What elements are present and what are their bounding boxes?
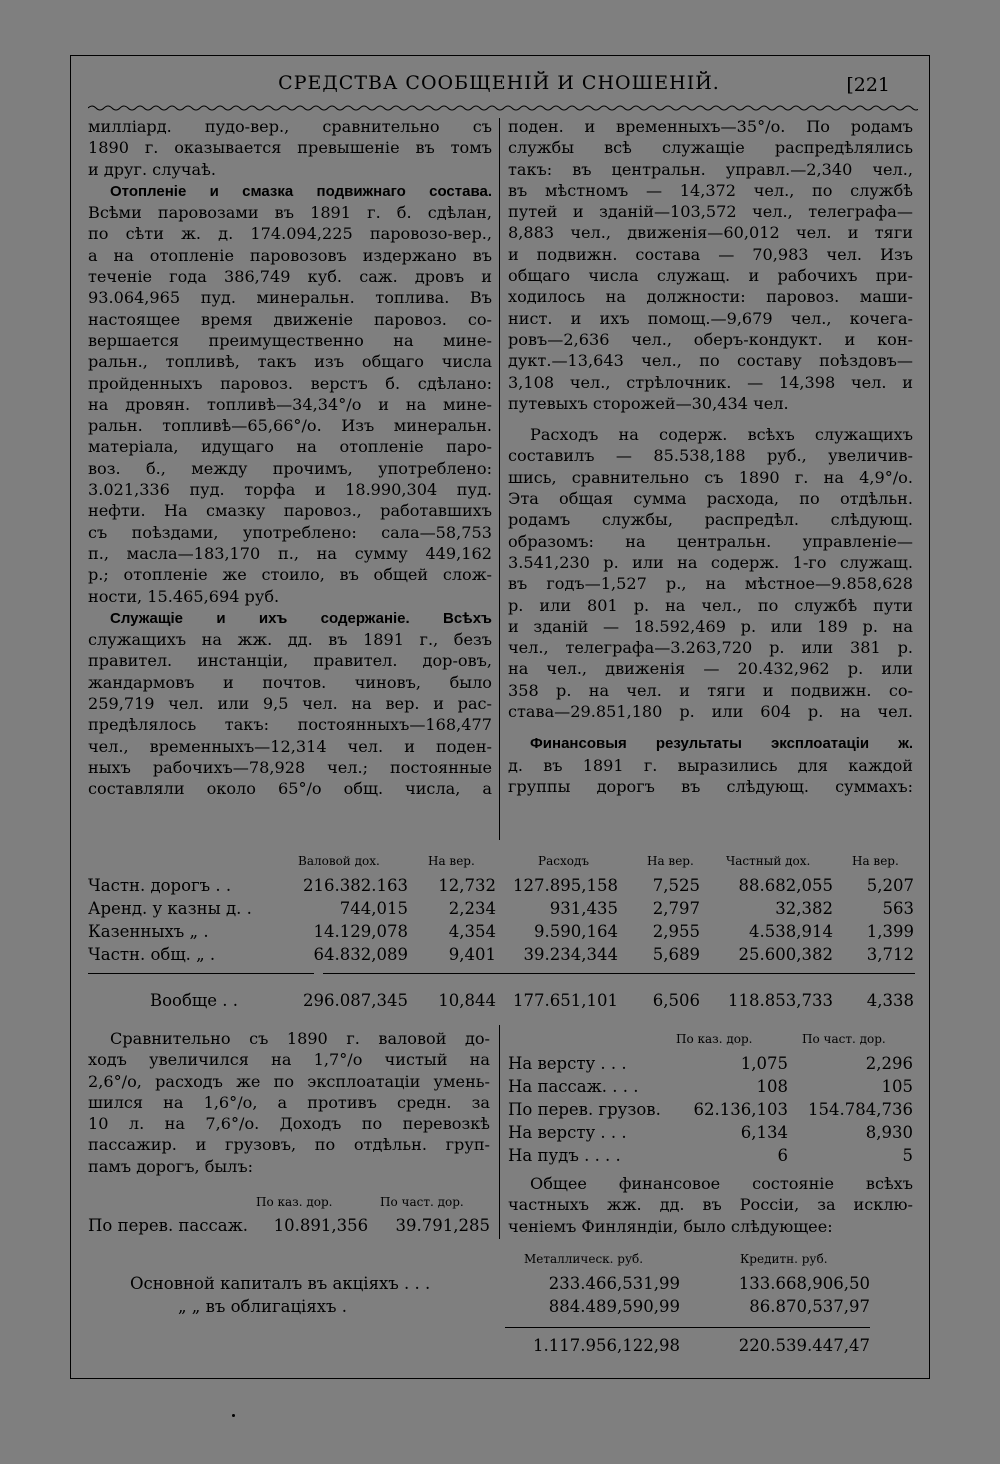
row-label: На пассаж. . . . (508, 1077, 639, 1096)
fin-header: На вер. (428, 854, 475, 868)
text-line: Сравнительно съ 1890 г. валовой до- (110, 1029, 490, 1048)
text-line: Общее финансовое состояніе всѣхъ (530, 1174, 913, 1193)
fin-header: Валовой дох. (298, 854, 380, 868)
page-number: [221 (846, 74, 890, 96)
text-line: родамъ службы, распредѣл. слѣдующ. (508, 510, 913, 530)
table-cell: 563 (882, 899, 914, 918)
text-line: Расходъ на содерж. всѣхъ служащихъ (530, 425, 913, 445)
table-rule (505, 1327, 870, 1328)
row-label: По перев. пассаж. (88, 1216, 249, 1235)
table-cell: 5 (902, 1146, 913, 1165)
table-cell: 88.682,055 (738, 876, 833, 895)
table-cell: 14.129,078 (313, 922, 408, 941)
table-cell: 118.853,733 (728, 991, 833, 1010)
table-cell: 133.668,906,50 (738, 1274, 870, 1293)
table-cell: 108 (756, 1077, 788, 1096)
text-line: Всѣми паровозами въ 1891 г. б. сдѣлан, (88, 203, 492, 223)
text-line: ральн. топливѣ—65,66°/о. Изъ минеральн. (88, 416, 492, 436)
table-row (508, 1075, 913, 1098)
row-label: Вообще . . (150, 991, 239, 1010)
table-row (508, 1052, 913, 1075)
text-line: матеріала, идущаго на отопленіе паро- (88, 437, 492, 457)
table-cell: 2,797 (652, 899, 700, 918)
table-cell: 884.489,590,99 (548, 1297, 680, 1316)
table-row (88, 1214, 490, 1237)
text-line: 3.541,230 р. или на содерж. 1-го служащ. (508, 552, 913, 572)
capital-header: Кредитн. руб. (740, 1252, 828, 1266)
text-line: въ мѣстномъ — 14,372 чел., по службѣ (508, 180, 913, 200)
text-line: теченіе года 386,749 куб. саж. дровъ и (88, 267, 492, 287)
table-cell: 39.791,285 (395, 1216, 490, 1235)
capital-total (500, 1334, 870, 1357)
table-cell: 1.117.956,122,98 (533, 1336, 680, 1355)
text-line: на чел., движенія — 20.432,962 р. или (508, 659, 913, 679)
table-row (508, 1121, 913, 1144)
text-line: пассажир. и грузовъ, по отдѣльн. груп- (88, 1135, 490, 1155)
table-row (88, 989, 914, 1012)
row-label: Аренд. у казны д. . (88, 899, 252, 918)
pass-header: По част. дор. (380, 1195, 464, 1209)
table-cell: 931,435 (549, 899, 618, 918)
table-row (130, 1295, 870, 1318)
table-cell: 86.870,537,97 (749, 1297, 870, 1316)
text-line: милліард. пудо-вер., сравнительно съ (88, 117, 492, 136)
column-divider (499, 118, 500, 840)
text-line: ныхъ рабочихъ—78,928 чел.; постоянные (88, 757, 492, 777)
text-line: на дровян. топливѣ—34,34°/о и на мине- (88, 394, 492, 414)
table-cell: 6,506 (652, 991, 700, 1010)
row-label: На пудъ . . . . (508, 1146, 621, 1165)
table-cell: 127.895,158 (513, 876, 618, 895)
table-row (508, 1098, 913, 1121)
text-line: образомъ: на центральн. управленіе— (508, 531, 913, 551)
table-cell: 2,296 (865, 1054, 913, 1073)
text-line: ходъ увеличился на 1,7°/о чистый на (88, 1050, 490, 1070)
text-line: частныхъ жж. дд. въ Россіи, за исклю- (508, 1195, 913, 1215)
text-line: ченіемъ Финляндіи, было слѣдующее: (508, 1216, 833, 1236)
table-cell: 154.784,736 (808, 1100, 913, 1119)
table-cell: 744,015 (339, 899, 408, 918)
capital-header: Металлическ. руб. (524, 1252, 644, 1266)
text-line: Эта общая сумма расхода, по отдѣльн. (508, 489, 913, 509)
table-cell: 4.538,914 (749, 922, 833, 941)
text-line: а на отопленіе паровозовъ издержано въ (88, 245, 492, 265)
text-line: группы дорогъ въ слѣдующ. суммахъ: (508, 776, 913, 796)
text-line: 259,719 чел. или 9,5 чел. на вер. и рас- (88, 694, 492, 714)
text-line: 3.021,336 пуд. торфа и 18.990,304 пуд. (88, 480, 492, 500)
text-line: чел., временныхъ—12,314 чел. и поден- (88, 736, 492, 756)
text-line: жандармовъ и почтов. чиновъ, было (88, 672, 492, 692)
text-line: 1890 г. оказывается превышеніе въ томъ (88, 138, 492, 158)
left-column (88, 116, 492, 800)
row-label: Казенныхъ „ . (88, 922, 209, 941)
text-line: служащихъ на жж. дд. въ 1891 г., безъ (88, 630, 492, 650)
table-row (88, 897, 914, 920)
table-cell: 5,207 (866, 876, 914, 895)
passenger-table (88, 1214, 490, 1237)
table-cell: 39.234,344 (523, 945, 618, 964)
text-line: съ поѣздами, употреблено: сала—58,753 (88, 522, 492, 542)
table-cell: 4,354 (448, 922, 496, 941)
row-label: На версту . . . (508, 1123, 627, 1142)
table-row (130, 1272, 870, 1295)
table-cell: 2,234 (448, 899, 496, 918)
text-line: чел., телеграфа—3.263,720 р. или 381 р. (508, 638, 913, 658)
table-cell: 9,401 (448, 945, 496, 964)
text-line: службы всѣ служащіе распредѣлялись (508, 138, 913, 158)
text-line: ности, 15.465,694 руб. (88, 586, 280, 606)
text-line: настоящее время движеніе паровоз. со- (88, 309, 492, 329)
text-line: нист. и ихъ помощ.—9,679 чел., кочега- (508, 308, 913, 328)
text-line: и подвижн. состава — 70,983 чел. Изъ (508, 244, 913, 264)
row-label: Основной капиталъ въ акціяхъ . . . (130, 1274, 431, 1293)
text-line: 93.064,965 пуд. минеральн. топлива. Въ (88, 288, 492, 308)
row-label: По перев. грузов. (508, 1100, 661, 1119)
text-line: р.; отопленіе же стоило, въ общей слож- (88, 565, 492, 585)
fin-header: Частный дох. (726, 854, 811, 868)
section-heading-line: Отопленіе и смазка подвижнаго состава. (110, 182, 492, 200)
table-cell: 4,338 (866, 991, 914, 1010)
table-cell: 8,930 (865, 1123, 913, 1142)
table-cell: 2,955 (652, 922, 700, 941)
section-heading-line: Служащіе и ихъ содержаніе. Всѣхъ (110, 609, 492, 627)
text-line: составляли около 65°/о общ. числа, а (88, 779, 492, 799)
fin-header: На вер. (852, 854, 899, 868)
page-title: СРЕДСТВА СООБЩЕНІЙ И СНОШЕНІЙ. (278, 72, 720, 94)
text-line: и друг. случаѣ. (88, 159, 216, 179)
table-cell: 1,399 (866, 922, 914, 941)
text-line: дукт.—13,643 чел., по составу поѣздовъ— (508, 351, 913, 371)
row-label: Частн. дорогъ . . (88, 876, 232, 895)
table-row (500, 1334, 870, 1357)
text-line: такъ: въ центральн. управл.—2,340 чел., (508, 159, 913, 179)
per-unit-table (508, 1052, 913, 1167)
text-line: нефти. На смазку паровоз., работавшихъ (88, 501, 492, 521)
table-row (508, 1144, 913, 1167)
table-cell: 62.136,103 (693, 1100, 788, 1119)
table-cell: 10.891,356 (273, 1216, 369, 1235)
text-line: д. въ 1891 г. выразились для каждой (508, 755, 913, 775)
table-cell: 12,732 (438, 876, 496, 895)
text-line: 8,883 чел., движенія—60,012 чел. и тяги (508, 223, 913, 243)
text-line: путей и зданій—103,572 чел., телеграфа— (508, 202, 913, 222)
right-header: По каз. дор. (676, 1032, 753, 1046)
table-rule (88, 973, 314, 974)
text-line: ходилось на должности: паровоз. маши- (508, 287, 913, 307)
table-row (88, 920, 914, 943)
text-line: предѣлялось такъ: постоянныхъ—168,477 (88, 715, 492, 735)
text-line: 10 л. на 7,6°/о. Доходъ по перевозкѣ (88, 1114, 490, 1134)
header-wavy-rule (88, 104, 918, 112)
page-header (70, 72, 928, 102)
table-cell: 105 (881, 1077, 913, 1096)
table-row (88, 874, 914, 897)
right-header: По част. дор. (802, 1032, 886, 1046)
table-cell: 233.466,531,99 (548, 1274, 680, 1293)
text-line: въ годъ—1,527 р., на мѣстное—9.858,628 (508, 574, 913, 594)
row-label: „ „ въ облигаціяхъ . (178, 1297, 348, 1316)
table-cell: 32,382 (775, 899, 833, 918)
text-line: путевыхъ сторожей—30,434 чел. (508, 393, 789, 413)
table-cell: 296.087,345 (303, 991, 408, 1010)
table-cell: 10,844 (438, 991, 496, 1010)
table-cell: 9.590,164 (534, 922, 618, 941)
text-line: вершается преимущественно на мине- (88, 330, 492, 350)
table-cell: 177.651,101 (513, 991, 618, 1010)
pass-header: По каз. дор. (256, 1195, 333, 1209)
text-line: правител. инстанціи, правител. дор-овъ, (88, 651, 492, 671)
text-line: и зданій — 18.592,469 р. или 189 р. на (508, 616, 913, 636)
table-rule (323, 973, 915, 974)
text-line: шился на 1,6°/о, а противъ средн. за (88, 1092, 490, 1112)
table-cell: 6 (777, 1146, 788, 1165)
section-heading-line: Финансовыя результаты эксплоатаціи ж. (530, 735, 913, 753)
text-line: по сѣти ж. д. 174.094,225 паровозо-вер., (88, 224, 492, 244)
text-line: ральн., топливѣ, такъ изъ общаго числа (88, 352, 492, 372)
text-line: памъ дорогъ, былъ: (88, 1156, 254, 1176)
table-cell: 64.832,089 (313, 945, 408, 964)
fin-header: На вер. (647, 854, 694, 868)
table-cell: 5,689 (652, 945, 700, 964)
right-column (508, 116, 913, 797)
text-line: става—29.851,180 р. или 604 р. на чел. (508, 702, 913, 722)
financial-results-table (88, 874, 914, 966)
text-line: общаго числа служащ. и рабочихъ при- (508, 266, 913, 286)
text-line: 3,108 чел., стрѣлочник. — 14,398 чел. и (508, 372, 913, 392)
financial-total-row (88, 989, 914, 1012)
text-line: 2,6°/о, расходъ же по эксплоатаціи умень- (88, 1071, 490, 1091)
column-divider (499, 1025, 500, 1239)
text-line: воз. б., между прочимъ, употреблено: (88, 458, 492, 478)
table-cell: 7,525 (652, 876, 700, 895)
table-cell: 216.382.163 (303, 876, 408, 895)
lower-right-text (508, 1173, 913, 1237)
table-row (88, 943, 914, 966)
text-line: шись, сравнительно съ 1890 г. на 4,9°/о. (508, 467, 913, 487)
print-speck (232, 1414, 235, 1417)
text-line: поден. и временныхъ—35°/о. По родамъ (508, 117, 913, 136)
text-line: п., масла—183,170 п., на сумму 449,162 (88, 543, 492, 563)
text-line: составилъ — 85.538,188 руб., увеличив- (508, 446, 913, 466)
table-cell: 1,075 (740, 1054, 788, 1073)
text-line: 358 р. на чел. и тяги и подвижн. со- (508, 680, 913, 700)
row-label: На версту . . . (508, 1054, 627, 1073)
text-line: пройденныхъ паровоз. верстъ б. сдѣлано: (88, 373, 492, 393)
row-label: Частн. общ. „ . (88, 945, 216, 964)
table-cell: 220.539.447,47 (738, 1336, 870, 1355)
text-line: ровъ—2,636 чел., оберъ-кондукт. и кон- (508, 329, 913, 349)
lower-left-text (88, 1028, 490, 1177)
table-cell: 25.600,382 (738, 945, 833, 964)
table-cell: 6,134 (740, 1123, 788, 1142)
table-cell: 3,712 (866, 945, 914, 964)
fin-header: Расходъ (538, 854, 589, 868)
text-line: р. или 801 р. на чел., по службѣ пути (508, 595, 913, 615)
capital-table (130, 1272, 870, 1318)
